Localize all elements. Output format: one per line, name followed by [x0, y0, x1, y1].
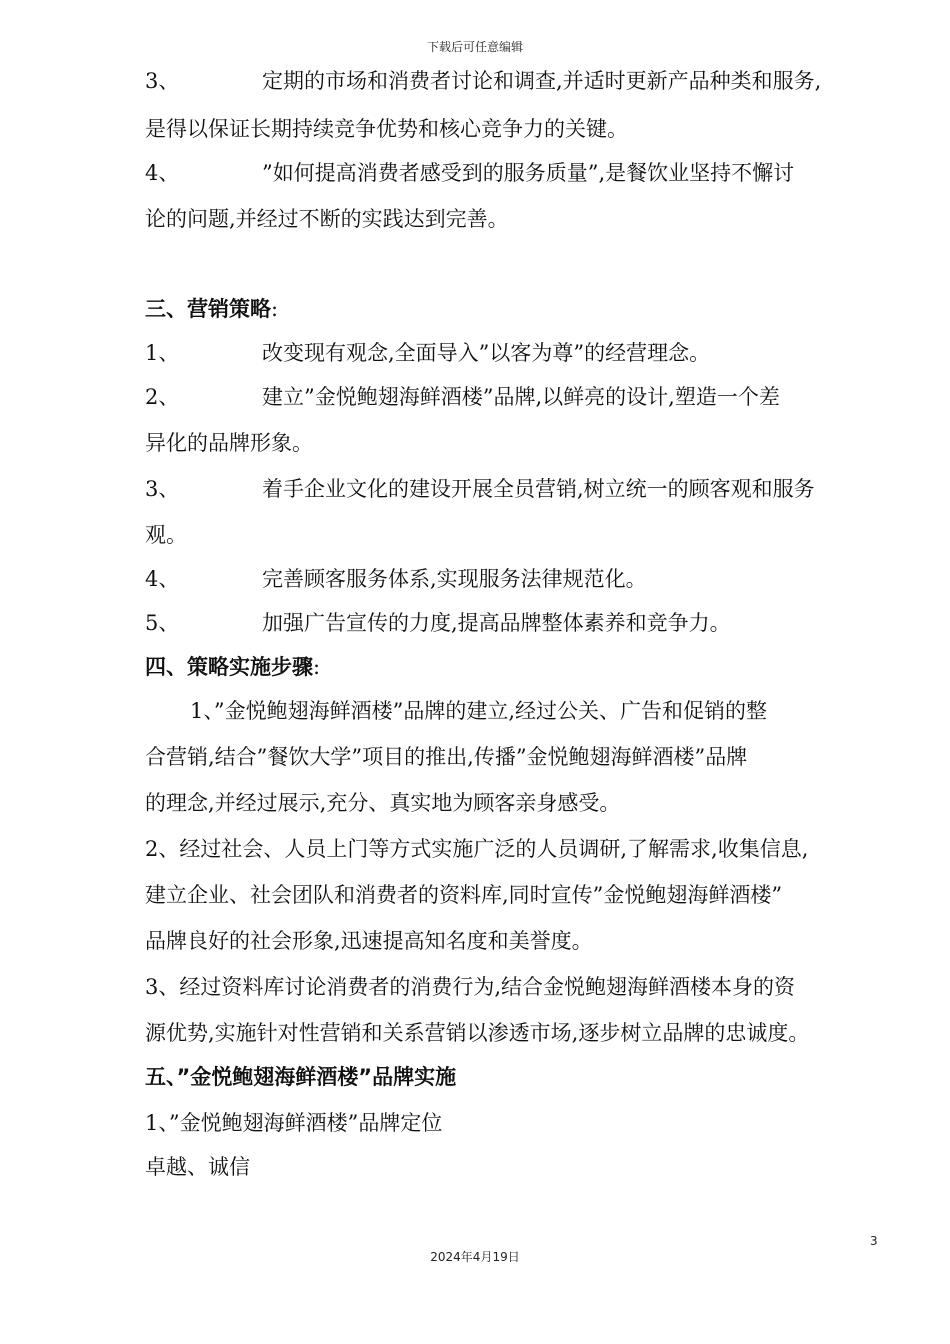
- paragraph-line: [145, 564, 647, 594]
- paragraph-line: 1、”金悦鲍翅海鲜酒楼”品牌定位: [145, 1111, 443, 1135]
- list-number: 3、: [145, 69, 180, 93]
- list-number: 4、: [145, 161, 180, 185]
- paragraph-line: 品牌良好的社会形象,迅速提高知名度和美誉度。: [145, 929, 593, 953]
- paragraph-line: 1、”金悦鲍翅海鲜酒楼”品牌的建立,经过公关、广告和促销的整: [190, 699, 768, 723]
- paragraph-line: 的理念,并经过展示,充分、真实地为顾客亲身感受。: [145, 791, 621, 815]
- section-heading: [145, 294, 278, 324]
- list-number: 2、: [145, 385, 180, 409]
- list-number: 4、: [145, 567, 180, 591]
- footer-date: 2024年4月19日: [430, 1250, 520, 1264]
- header-note: 下载后可任意编辑: [426, 40, 523, 54]
- section-title: 三、营销策略: [145, 297, 271, 321]
- paragraph-line: 2、经过社会、人员上门等方式实施广泛的人员调研,了解需求,收集信息,: [145, 837, 809, 861]
- paragraph-text: 改变现有观念,全面导入”以客为尊”的经营理念。: [262, 341, 711, 365]
- paragraph-text: 着手企业文化的建设开展全员营销,树立统一的顾客观和服务: [262, 477, 815, 501]
- paragraph-line: [145, 158, 794, 188]
- paragraph-text: ”如何提高消费者感受到的服务质量”,是餐饮业坚持不懈讨: [262, 161, 795, 185]
- paragraph-line: 3、经过资料库讨论消费者的消费行为,结合金悦鲍翅海鲜酒楼本身的资: [145, 975, 796, 999]
- section-title: 五、”金悦鲍翅海鲜酒楼”品牌实施: [145, 1065, 457, 1089]
- heading-colon: :: [313, 655, 321, 679]
- paragraph-line: [145, 382, 780, 412]
- heading-colon: :: [271, 297, 279, 321]
- paragraph-line: 源优势,实施针对性营销和关系营销以渗透市场,逐步树立品牌的忠诚度。: [145, 1021, 810, 1045]
- paragraph-line: 论的问题,并经过不断的实践达到完善。: [145, 207, 509, 231]
- page-number: 3: [870, 1234, 878, 1248]
- paragraph-line: [145, 474, 815, 504]
- section-heading: [145, 652, 320, 682]
- paragraph-text: 加强广告宣传的力度,提高品牌整体素养和竞争力。: [262, 611, 731, 635]
- list-number: 1、: [145, 341, 180, 365]
- paragraph-line: 观。: [145, 523, 187, 547]
- paragraph-line: [145, 66, 821, 96]
- paragraph-line: 异化的品牌形象。: [145, 431, 313, 455]
- paragraph-line: 合营销,结合”餐饮大学”项目的推出,传播”金悦鲍翅海鲜酒楼”品牌: [145, 745, 748, 769]
- paragraph-line: 建立企业、社会团队和消费者的资料库,同时宣传”金悦鲍翅海鲜酒楼”: [145, 883, 783, 907]
- paragraph-line: [145, 608, 731, 638]
- paragraph-line: 是得以保证长期持续竞争优势和核心竞争力的关键。: [145, 117, 628, 141]
- list-number: 3、: [145, 477, 180, 501]
- paragraph-text: 建立”金悦鲍翅海鲜酒楼”品牌,以鲜亮的设计,塑造一个差: [262, 385, 780, 409]
- list-number: 5、: [145, 611, 180, 635]
- paragraph-line: 卓越、诚信: [145, 1155, 250, 1179]
- section-title: 四、策略实施步骤: [145, 655, 313, 679]
- paragraph-line: [145, 338, 710, 368]
- paragraph-text: 完善顾客服务体系,实现服务法律规范化。: [262, 567, 647, 591]
- paragraph-text: 定期的市场和消费者讨论和调查,并适时更新产品种类和服务,: [262, 69, 822, 93]
